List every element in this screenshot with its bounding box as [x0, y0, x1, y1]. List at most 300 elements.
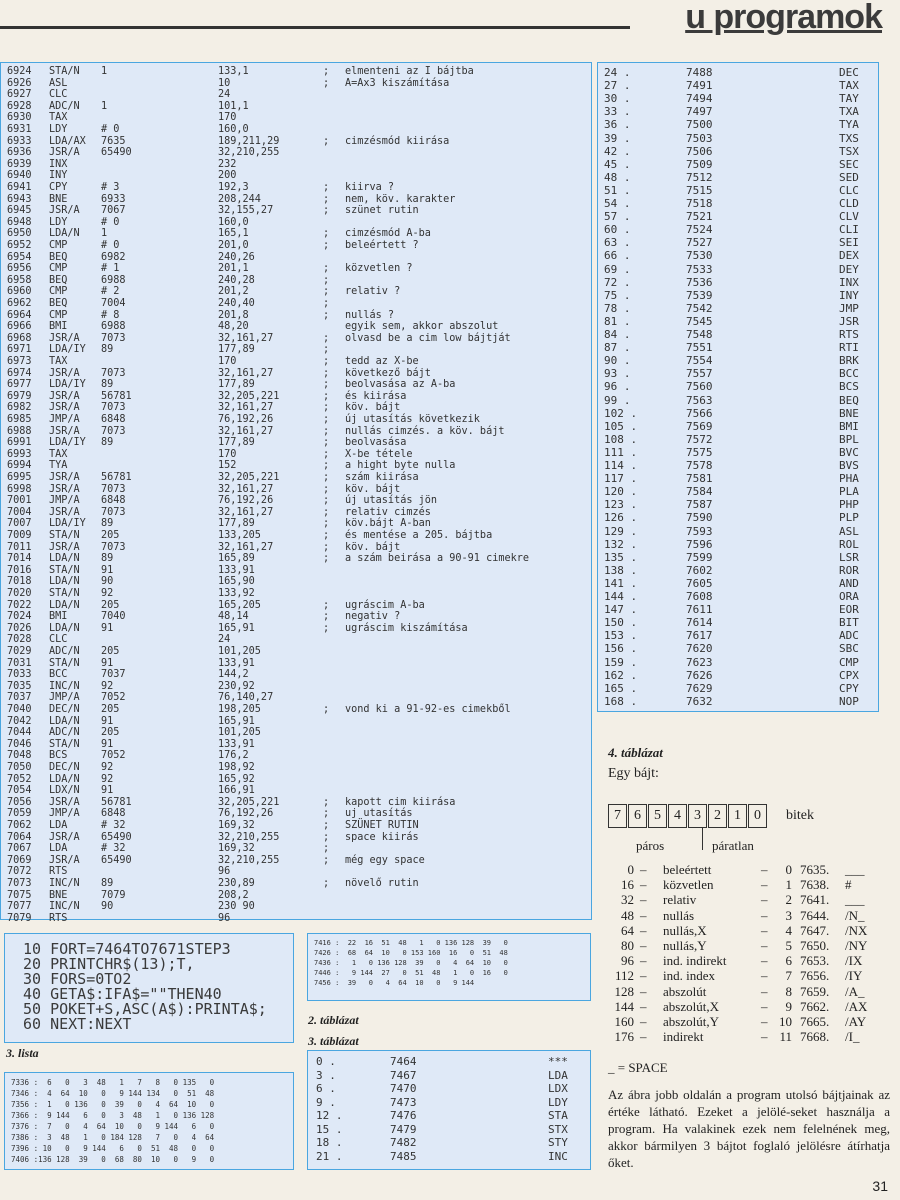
- listing-address: 6952: [7, 240, 32, 251]
- opcode-row: [598, 159, 878, 171]
- listing-row: [1, 833, 591, 844]
- listing-bytes: 177,89: [218, 437, 255, 449]
- listing-bytes: 32,161,27: [218, 425, 274, 437]
- table2-caption: 2. táblázat: [308, 1013, 359, 1027]
- opcode-address: 7611: [686, 603, 713, 617]
- opcode-row: [598, 146, 878, 158]
- mode-value: 160: [614, 1014, 634, 1029]
- opcode-row: [598, 290, 878, 302]
- listing-row: [1, 705, 591, 716]
- listing-comment: X-be tétele: [345, 448, 413, 460]
- opcode-index: 162 .: [604, 668, 638, 682]
- listing-bytes: 165,92: [218, 773, 255, 785]
- opcode-mnemonic: PHA: [839, 472, 859, 486]
- opcode-mnemonic: PLA: [839, 485, 859, 499]
- mode-mode-name: nullás,X: [663, 922, 707, 938]
- listing-address: 6988: [7, 425, 32, 437]
- mode-row: [604, 923, 894, 938]
- opcode-row: [598, 106, 878, 118]
- opcode-index: 42 .: [604, 144, 631, 158]
- listing-row: [1, 334, 591, 345]
- opcode-index: 141 .: [604, 576, 638, 590]
- listing-bytes: 76,192,26: [218, 495, 274, 507]
- listing-mnemonic: JSR/A: [49, 541, 80, 553]
- mode-dash: –: [761, 877, 768, 893]
- opcode-address: 7578: [686, 459, 713, 472]
- opcode-mnemonic: CMP: [839, 655, 859, 669]
- listing-row: [1, 160, 591, 171]
- opcode-row: [598, 355, 878, 367]
- listing-address: 7022: [7, 599, 32, 611]
- mode-symbol: #: [845, 877, 852, 893]
- opcode-row: [598, 303, 878, 315]
- mode-mode-name: beleértett: [663, 862, 712, 877]
- listing-address: 7048: [7, 750, 32, 762]
- opcode-address: 7551: [686, 341, 713, 355]
- listing-bytes: 208,2: [218, 889, 249, 901]
- listing-operand: # 3: [101, 182, 120, 193]
- opcode-mnemonic: BCC: [839, 367, 859, 381]
- listing-semicolon: ;: [323, 854, 330, 866]
- listing-mnemonic: INC/N: [49, 680, 80, 692]
- table3-address: 7482: [390, 1136, 417, 1149]
- listing-address: 7020: [7, 588, 32, 599]
- listing-mnemonic: LDY: [49, 124, 68, 135]
- listing-operand: # 0: [101, 240, 120, 251]
- opcode-row: [598, 224, 878, 236]
- listing-row: [1, 322, 591, 333]
- listing-semicolon: ;: [323, 808, 330, 820]
- opcode-row: [598, 486, 878, 498]
- table3-address: 7467: [390, 1068, 417, 1082]
- opcode-address: 7506: [686, 144, 713, 158]
- listing-comment: beolvasása az A-ba: [345, 379, 456, 391]
- listing-semicolon: ;: [323, 344, 330, 356]
- listing-operand: 91: [101, 564, 114, 576]
- mode-value: 16: [621, 877, 634, 893]
- opcode-index: 27 .: [604, 79, 631, 93]
- opcode-address: 7497: [686, 105, 713, 119]
- mode-row: [604, 877, 894, 892]
- listing-mnemonic: JMP/A: [49, 495, 80, 507]
- opcode-row: [598, 381, 878, 393]
- listing-comment: kapott cim kiirása: [345, 796, 456, 808]
- listing-operand: 92: [101, 762, 114, 773]
- opcode-address: 7581: [686, 472, 713, 486]
- listing-operand: # 0: [101, 216, 120, 228]
- listing-row: [1, 821, 591, 832]
- opcode-row: [598, 185, 878, 197]
- listing-comment: cimzésmód kiirása: [345, 135, 450, 147]
- listing-bytes: 96: [218, 866, 231, 878]
- opcode-mnemonic: JMP: [839, 301, 859, 315]
- listing-address: 6991: [7, 437, 32, 449]
- listing-mnemonic: STA/N: [49, 66, 80, 77]
- listing-mnemonic: JSR/A: [49, 483, 80, 495]
- listing-row: [1, 137, 591, 148]
- mode-address: 7662.: [800, 998, 830, 1014]
- opcode-row: [598, 408, 878, 420]
- listing-bytes: 133,91: [218, 738, 255, 750]
- opcode-index: 30 .: [604, 92, 631, 106]
- listing-row: [1, 647, 591, 658]
- listing-bytes: 32,210,255: [218, 854, 280, 866]
- listing-bytes: 201,1: [218, 263, 249, 275]
- listing-bytes: 32,161,27: [218, 332, 274, 344]
- opcode-index: 66 .: [604, 249, 631, 263]
- mode-symbol: /IX: [845, 953, 863, 969]
- listing-address: 6974: [7, 367, 32, 379]
- opcode-row: [598, 421, 878, 433]
- opcode-address: 7554: [686, 354, 713, 368]
- listing-comment: ugráscim A-ba: [345, 599, 425, 611]
- listing-bytes: 133,92: [218, 588, 255, 599]
- bit-box: 4: [668, 804, 687, 828]
- opcode-index: 168 .: [604, 694, 638, 708]
- mode-symbol: /IY: [845, 968, 863, 984]
- listing-comment: SZÜNET RUTIN: [345, 820, 419, 831]
- listing-bytes: 133,91: [218, 657, 255, 669]
- listing-comment: negativ ?: [345, 611, 401, 623]
- bit-box: 7: [608, 804, 627, 828]
- mode-address: 7647.: [800, 922, 830, 938]
- opcode-row: [598, 277, 878, 289]
- opcode-mnemonic: TYA: [839, 118, 859, 132]
- table3-index: 3 .: [316, 1068, 336, 1082]
- listing-operand: 7635: [101, 135, 126, 147]
- explanation-paragraph: Az ábra jobb oldalán a program utolsó bájtjainak az értéke látható. Ezeket a jelölé-seket használja a program. Ha valakinek ezek nem felelnének meg, akkor bármilyen 3 bájtot foglaló jelölésre átírhatja őket.: [608, 1087, 890, 1170]
- opcode-row: [598, 237, 878, 249]
- page-number: 31: [872, 1178, 888, 1194]
- opcode-mnemonic: SED: [839, 170, 859, 184]
- opcode-index: 111 .: [604, 445, 638, 459]
- listing-address: 6950: [7, 228, 32, 240]
- mode-number: 4: [785, 922, 792, 938]
- listing-operand: 65490: [101, 854, 132, 866]
- listing-bytes: 177,89: [218, 518, 255, 530]
- listing-mnemonic: DEC/N: [49, 762, 80, 773]
- listing-comment: nem, köv. karakter: [345, 193, 456, 205]
- listing-semicolon: ;: [323, 425, 330, 437]
- listing-operand: 89: [101, 553, 114, 565]
- opcode-index: 156 .: [604, 642, 638, 656]
- mode-value: 48: [621, 907, 634, 923]
- listing-comment: A=Ax3 kiszámítása: [345, 77, 450, 89]
- listing-comment: közvetlen ?: [345, 263, 413, 275]
- listing-semicolon: ;: [323, 379, 330, 391]
- opcode-mnemonic: INX: [839, 275, 859, 289]
- listing-mnemonic: BNE: [49, 193, 68, 205]
- listing-address: 6927: [7, 89, 32, 101]
- opcode-row: [598, 133, 878, 145]
- listing-address: 6943: [7, 193, 32, 205]
- listing-address: 7004: [7, 506, 32, 518]
- mode-number: 11: [779, 1029, 792, 1045]
- listing-mnemonic: LDA/IY: [49, 437, 86, 449]
- mode-value: 112: [614, 968, 634, 984]
- listing-address: 6968: [7, 332, 32, 344]
- listing-comment: következő bájt: [345, 367, 431, 379]
- listing-row: [1, 473, 591, 484]
- opcode-row: [598, 447, 878, 459]
- listing-mnemonic: LDA: [49, 843, 68, 855]
- listing-address: 7062: [7, 820, 32, 831]
- mode-number: 7: [785, 968, 792, 984]
- opcode-mnemonic: SBC: [839, 642, 859, 656]
- mode-mode-name: ind. index: [663, 968, 715, 984]
- listing-semicolon: ;: [323, 274, 330, 286]
- listing-mnemonic: CMP: [49, 309, 68, 321]
- listing-mnemonic: LDA/N: [49, 228, 80, 240]
- listing-row: [1, 438, 591, 449]
- listing-semicolon: ;: [323, 240, 330, 251]
- listing-address: 6973: [7, 356, 32, 367]
- listing-row: [1, 403, 591, 414]
- opcode-table-panel: [597, 62, 879, 712]
- mode-dash: –: [640, 1014, 647, 1029]
- opcode-index: 135 .: [604, 550, 638, 564]
- opcode-index: 120 .: [604, 485, 638, 499]
- table3-panel: [307, 1050, 591, 1170]
- opcode-row: [598, 591, 878, 603]
- listing-address: 7046: [7, 738, 32, 750]
- listing-row: [1, 867, 591, 878]
- listing-operand: 1: [101, 66, 108, 77]
- listing-row: [1, 287, 591, 298]
- listing-bytes: 133,1: [218, 66, 249, 77]
- listing-address: 6956: [7, 263, 32, 275]
- listing-mnemonic: LDA/IY: [49, 344, 86, 356]
- listing-mnemonic: CLC: [49, 634, 68, 646]
- listing-caption: 3. lista: [6, 1046, 39, 1060]
- listing-mnemonic: BMI: [49, 611, 68, 623]
- opcode-mnemonic: BCS: [839, 380, 859, 394]
- listing-semicolon: ;: [323, 66, 330, 77]
- opcode-mnemonic: DEX: [839, 249, 859, 263]
- listing-address: 7079: [7, 912, 32, 924]
- listing-operand: 1: [101, 100, 108, 112]
- listing-mnemonic: JSR/A: [49, 854, 80, 866]
- opcode-address: 7602: [686, 563, 713, 577]
- listing-operand: 7073: [101, 402, 126, 414]
- listing-operand: 6848: [101, 495, 126, 507]
- listing-bytes: 208,244: [218, 193, 261, 205]
- hex-line: 7416 : 22 16 51 48 1 0 136 128 39 0: [314, 939, 508, 947]
- listing-row: [1, 415, 591, 426]
- listing-semicolon: ;: [323, 472, 330, 483]
- mode-dash: –: [761, 907, 768, 923]
- listing-mnemonic: BCS: [49, 750, 68, 762]
- opcode-mnemonic: LSR: [839, 550, 859, 564]
- listing-bytes: 32,205,221: [218, 390, 280, 402]
- listing-semicolon: ;: [323, 518, 330, 530]
- listing-row: [1, 914, 591, 925]
- listing-semicolon: ;: [323, 135, 330, 147]
- listing-operand: 91: [101, 622, 114, 634]
- opcode-row: [598, 512, 878, 524]
- listing-address: 7029: [7, 646, 32, 657]
- listing-row: [1, 461, 591, 472]
- listing-mnemonic: CMP: [49, 240, 68, 251]
- listing-bytes: 169,32: [218, 820, 255, 831]
- listing-bytes: 32,205,221: [218, 472, 280, 483]
- mode-value: 96: [621, 953, 634, 969]
- bit-box: 6: [628, 804, 647, 828]
- listing-comment: a hight byte nulla: [345, 460, 456, 472]
- table3-address: 7476: [390, 1109, 417, 1122]
- mode-number: 6: [785, 953, 792, 969]
- listing-operand: 89: [101, 437, 114, 449]
- listing-address: 6962: [7, 298, 32, 309]
- listing-mnemonic: LDA: [49, 820, 68, 831]
- listing-operand: 6982: [101, 251, 126, 263]
- listing-mnemonic: STA/N: [49, 588, 80, 599]
- listing-operand: 7073: [101, 367, 126, 379]
- listing-row: [1, 79, 591, 90]
- opcode-index: 102 .: [604, 406, 638, 420]
- opcode-row: [598, 67, 878, 79]
- mode-dash: –: [640, 862, 647, 877]
- table3-row: [308, 1097, 590, 1110]
- listing-bytes: 170: [218, 112, 237, 124]
- listing-operand: 6933: [101, 193, 126, 205]
- mode-number: 5: [785, 938, 792, 953]
- opcode-mnemonic: BVC: [839, 445, 859, 459]
- listing-operand: 6848: [101, 808, 126, 820]
- mode-mode-name: abszolút,Y: [663, 1014, 719, 1029]
- listing-address: 7033: [7, 669, 32, 681]
- section-title: u programok: [685, 0, 882, 36]
- listing-mnemonic: BEQ: [49, 251, 68, 263]
- opcode-mnemonic: BVS: [839, 459, 859, 472]
- listing-row: [1, 635, 591, 646]
- listing-mnemonic: STA/N: [49, 657, 80, 669]
- mode-dash: –: [640, 907, 647, 923]
- opcode-index: 144 .: [604, 590, 638, 603]
- listing-bytes: 24: [218, 89, 231, 101]
- mode-number: 0: [785, 862, 792, 877]
- opcode-mnemonic: BMI: [839, 419, 859, 433]
- listing-operand: # 32: [101, 820, 126, 831]
- mode-dash: –: [640, 1029, 647, 1045]
- opcode-row: [598, 316, 878, 328]
- listing-mnemonic: LDA/AX: [49, 135, 86, 147]
- listing-operand: 7052: [101, 750, 126, 762]
- listing-bytes: 170: [218, 448, 237, 460]
- listing-address: 7035: [7, 680, 32, 692]
- opcode-address: 7623: [686, 655, 713, 669]
- hex-line: 7356 : 1 0 136 0 39 0 4 64 10 0: [11, 1100, 215, 1109]
- listing-comment: tedd az X-be: [345, 356, 419, 367]
- listing-comment: és kiirása: [345, 390, 407, 402]
- listing-bytes: 201,8: [218, 309, 249, 321]
- listing-mnemonic: LDA/IY: [49, 518, 86, 530]
- opcode-index: 105 .: [604, 419, 638, 433]
- listing-mnemonic: JSR/A: [49, 425, 80, 437]
- listing-address: 7014: [7, 553, 32, 565]
- listing-mnemonic: JSR/A: [49, 367, 80, 379]
- opcode-row: [598, 499, 878, 511]
- listing-row: [1, 299, 591, 310]
- table3-mnemonic: LDX: [548, 1082, 568, 1095]
- listing-comment: szám kiirása: [345, 472, 419, 483]
- listing-row: [1, 125, 591, 136]
- listing-row: [1, 659, 591, 670]
- bit-box: 2: [708, 804, 727, 828]
- listing-row: [1, 148, 591, 159]
- listing-operand: 92: [101, 680, 114, 692]
- mode-symbol: /AX: [845, 998, 868, 1014]
- opcode-address: 7530: [686, 249, 713, 263]
- mode-mode-name: abszolút: [663, 983, 707, 999]
- table3-row: [308, 1083, 590, 1096]
- listing-mnemonic: INX: [49, 158, 68, 170]
- listing-row: [1, 902, 591, 913]
- listing-semicolon: ;: [323, 796, 330, 808]
- listing-semicolon: ;: [323, 402, 330, 414]
- opcode-row: [598, 630, 878, 642]
- listing-row: [1, 554, 591, 565]
- bit-box: 3: [688, 804, 707, 828]
- opcode-index: 63 .: [604, 236, 631, 250]
- table3-address: 7464: [390, 1055, 417, 1068]
- listing-semicolon: ;: [323, 495, 330, 507]
- listing-operand: 205: [101, 727, 120, 739]
- listing-mnemonic: JSR/A: [49, 147, 80, 159]
- listing-row: [1, 67, 591, 78]
- listing-address: 7064: [7, 831, 32, 843]
- listing-mnemonic: RTS: [49, 912, 68, 924]
- listing-address: 6930: [7, 112, 32, 124]
- listing-semicolon: ;: [323, 205, 330, 217]
- opcode-mnemonic: CLI: [839, 223, 859, 237]
- opcode-address: 7536: [686, 275, 713, 289]
- listing-row: [1, 345, 591, 356]
- mode-dash: –: [640, 953, 647, 969]
- listing-bytes: 32,155,27: [218, 205, 274, 217]
- listing-address: 7037: [7, 692, 32, 704]
- opcode-address: 7539: [686, 288, 713, 302]
- opcode-mnemonic: TXA: [839, 105, 859, 119]
- mode-dash: –: [761, 892, 768, 908]
- listing-semicolon: ;: [323, 448, 330, 460]
- listing-semicolon: ;: [323, 843, 330, 855]
- opcode-row: [598, 526, 878, 538]
- listing-bytes: 76,140,27: [218, 692, 274, 704]
- listing-bytes: 32,210,255: [218, 831, 280, 843]
- hex-dump-left: [11, 1077, 293, 1165]
- mode-address: 7638.: [800, 877, 830, 893]
- listing-address: 7016: [7, 564, 32, 576]
- listing-semicolon: ;: [323, 483, 330, 495]
- basic-line: 10 FORT=7464TO7671STEP3: [23, 940, 231, 958]
- hex-dump-left-panel: [4, 1072, 294, 1170]
- hex-line: 7456 : 39 0 4 64 10 0 9 144: [314, 979, 475, 987]
- mode-dash: –: [761, 938, 768, 953]
- opcode-address: 7512: [686, 170, 713, 184]
- listing-row: [1, 183, 591, 194]
- mode-symbol: /AY: [845, 1014, 867, 1029]
- mode-row: [604, 892, 894, 907]
- listing-row: [1, 809, 591, 820]
- opcode-address: 7575: [686, 445, 713, 459]
- listing-comment: szünet rutin: [345, 205, 419, 217]
- opcode-row: [598, 211, 878, 223]
- listing-row: [1, 508, 591, 519]
- listing-bytes: 240,26: [218, 251, 255, 263]
- listing-row: [1, 693, 591, 704]
- opcode-address: 7605: [686, 576, 713, 590]
